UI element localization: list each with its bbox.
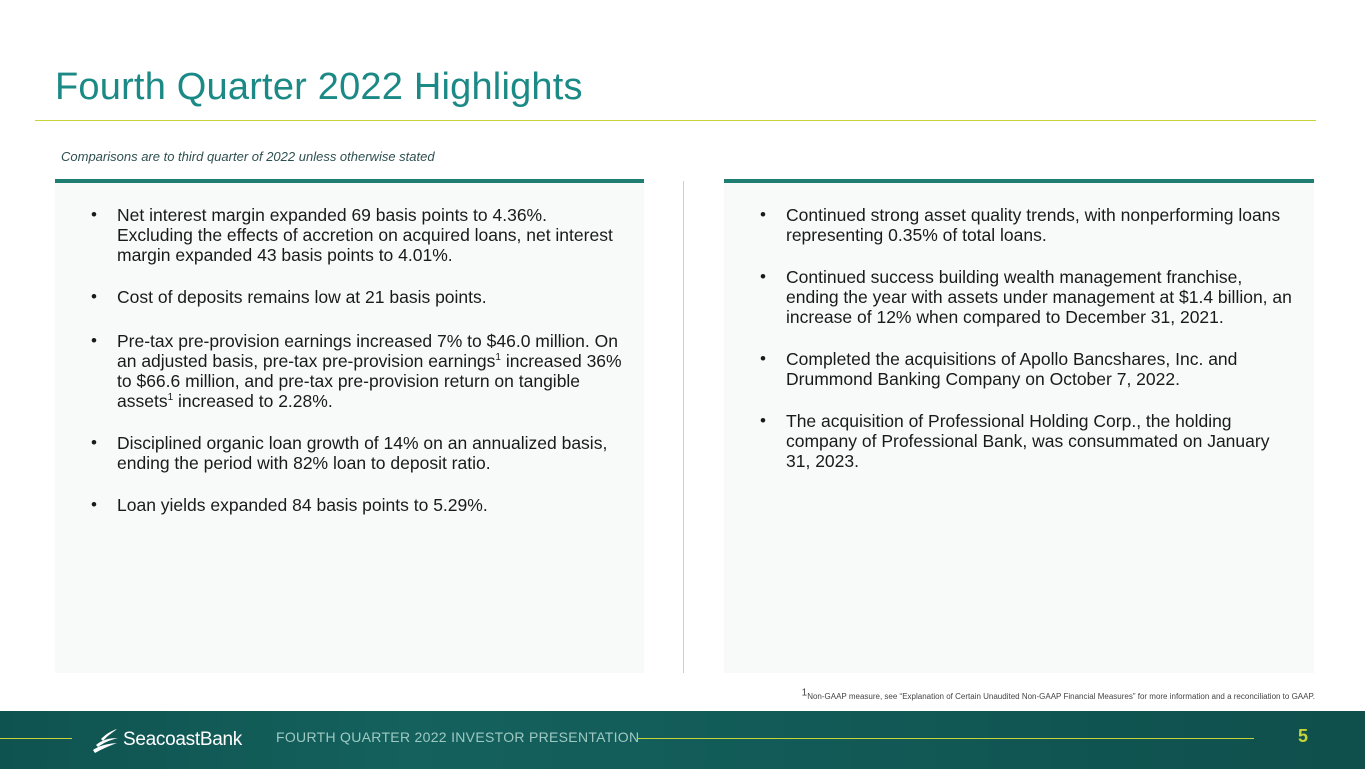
logo-wordmark: SeacoastBank — [123, 729, 242, 750]
bird-wave-icon — [90, 726, 120, 754]
bullet-icon: • — [760, 267, 766, 286]
right-highlights-panel — [724, 179, 1314, 673]
bullet-icon: • — [91, 205, 97, 224]
bullet-icon: • — [91, 433, 97, 452]
footnote — [801, 687, 1315, 701]
bullet-text: The acquisition of Professional Holding Corp., the holding company of Professional Bank, was consummated on January 31, 2023. — [786, 411, 1270, 471]
bullet-text: Cost of deposits remains low at 21 basis points. — [117, 287, 487, 307]
footnote-mark: 1 — [495, 352, 501, 364]
list-item — [760, 267, 1292, 327]
bullet-icon: • — [91, 331, 97, 350]
list-item — [91, 495, 622, 515]
bullet-icon: • — [91, 287, 97, 306]
list-item — [91, 433, 622, 473]
bullet-text: Disciplined organic loan growth of 14% on an annualized basis, ending the period with 82% loan to deposit ratio. — [117, 433, 608, 473]
comparison-note: Comparisons are to third quarter of 2022 unless otherwise stated — [61, 149, 435, 164]
list-item — [760, 205, 1292, 245]
bullet-text: Pre-tax pre-provision earnings increased 7% to $46.0 million. On an adjusted basis, pre-tax pre-provision earnings$^1$ increased 36% to $66.6 million, and pre-tax pre-provision return on tangible assets$^1$ increased to 2.28%. — [117, 331, 622, 411]
list-item — [91, 205, 622, 265]
left-highlights-panel — [55, 179, 644, 673]
list-item — [760, 349, 1292, 389]
footer-rule-left — [0, 738, 72, 739]
bullet-text: Continued success building wealth management franchise, ending the year with assets under management at $1.4 billion, an increase of 12% when compared to December 31, 2021. — [786, 267, 1292, 327]
column-divider — [683, 181, 684, 673]
presentation-label: FOURTH QUARTER 2022 INVESTOR PRESENTATION — [276, 729, 640, 745]
bullet-icon: • — [760, 205, 766, 224]
bullet-icon: • — [760, 411, 766, 430]
footnote-text: Non-GAAP measure, see “Explanation of Certain Unaudited Non-GAAP Financial Measures” for more information and a reconciliation to GAAP. — [807, 692, 1315, 701]
page-number: 5 — [1298, 726, 1309, 746]
footnote-mark: 1 — [167, 392, 174, 404]
bullet-icon: • — [760, 349, 766, 368]
footnote-mark: 1 — [801, 687, 808, 699]
list-item — [91, 287, 622, 307]
bullet-text: Loan yields expanded 84 basis points to 5.29%. — [117, 495, 488, 515]
bullet-icon: • — [91, 495, 97, 514]
bullet-text: Net interest margin expanded 69 basis points to 4.36%. Excluding the effects of accretion on acquired loans, net interest margin expanded 43 basis points to 4.01%. — [117, 205, 613, 265]
left-bullet-list — [91, 205, 622, 537]
list-item — [91, 331, 622, 411]
footer-bar — [0, 711, 1365, 769]
page-title: Fourth Quarter 2022 Highlights — [55, 66, 583, 108]
right-bullet-list — [760, 205, 1292, 493]
footer-rule-right — [638, 738, 1254, 739]
list-item — [760, 411, 1292, 471]
bullet-text: Continued strong asset quality trends, with nonperforming loans representing 0.35% of total loans. — [786, 205, 1281, 245]
title-divider — [35, 120, 1316, 121]
seacoast-logo — [90, 723, 242, 757]
bullet-text: Completed the acquisitions of Apollo Bancshares, Inc. and Drummond Banking Company on October 7, 2022. — [786, 349, 1238, 389]
